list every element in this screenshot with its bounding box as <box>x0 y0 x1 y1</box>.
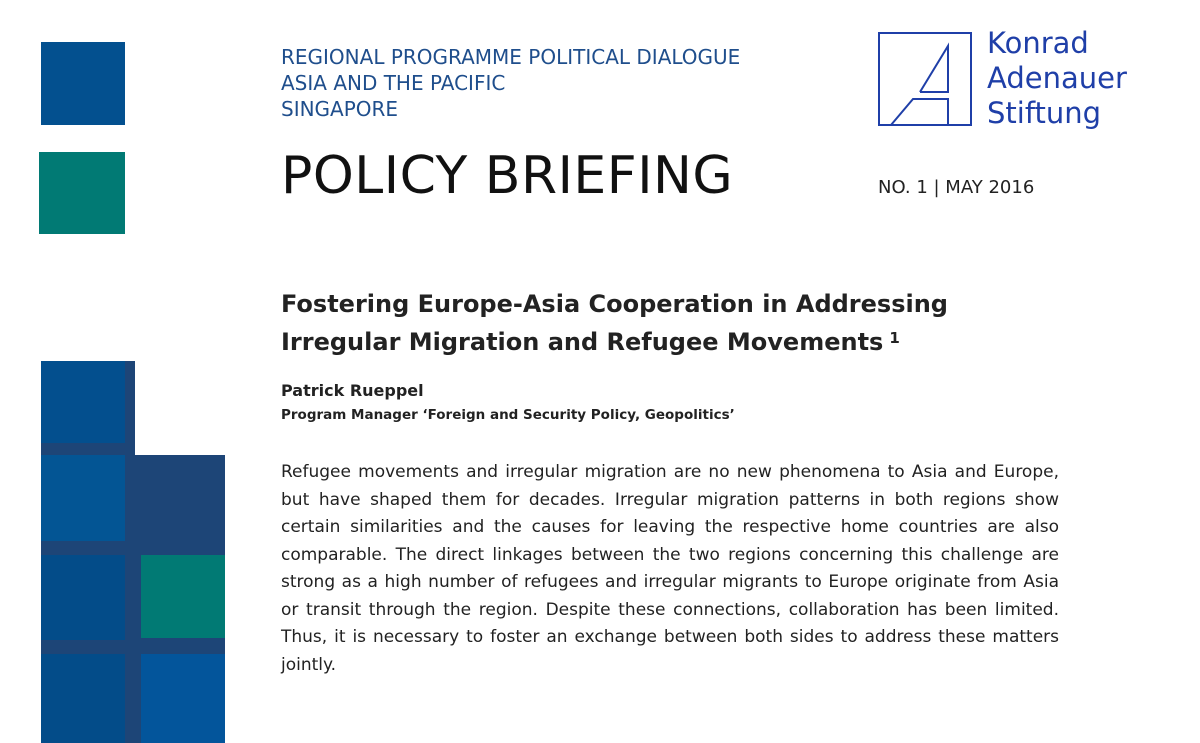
logo-line: Konrad <box>987 26 1089 60</box>
page-title: POLICY BRIEFING <box>281 146 734 206</box>
kas-logo-icon <box>878 32 973 127</box>
footnote-marker[interactable]: 1 <box>889 329 900 347</box>
decor-square-teal <box>39 152 125 234</box>
issue-info: NO. 1 | MAY 2016 <box>878 177 1035 198</box>
programme-line: SINGAPORE <box>281 97 399 121</box>
author-name: Patrick Rueppel <box>281 381 424 400</box>
programme-line: REGIONAL PROGRAMME POLITICAL DIALOGUE <box>281 45 741 69</box>
headline-line: Irregular Migration and Refugee Movements <box>281 328 884 356</box>
author-role: Program Manager ‘Foreign and Security Policy, Geopolitics’ <box>281 407 735 423</box>
programme-line: ASIA AND THE PACIFIC <box>281 71 506 95</box>
decor-square-blue <box>41 42 125 125</box>
headline-line: Fostering Europe-Asia Cooperation in Addressing <box>281 290 948 318</box>
logo-line: Stiftung <box>987 96 1102 130</box>
logo-text <box>987 26 1127 131</box>
abstract-paragraph: Refugee movements and irregular migration are no new phenomena to Asia and Europe, but have shaped them for decades. Irregular migration patterns in both regions show certain similarities and the causes for leaving the respective home countries are also comparable. The direct linkages between the two regions concerning this challenge are strong as a high number of refugees and irregular migrants to Europe originate from Asia or transit through the region. Despite these connections, collaboration has been limited. Thus, it is necessary to foster an exchange between both sides to address these matters jointly. <box>281 462 1059 675</box>
programme-heading <box>281 44 740 122</box>
article-headline <box>281 285 948 361</box>
logo-line: Adenauer <box>987 61 1127 95</box>
